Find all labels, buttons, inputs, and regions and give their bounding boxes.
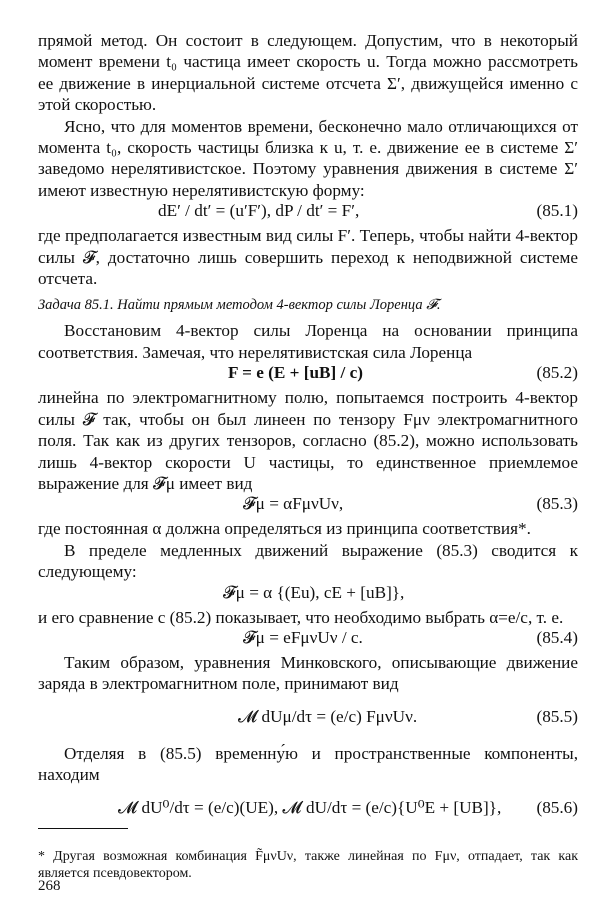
footnote: * Другая возможная комбинация F̃μνUν, также линейная по Fμν, отпадает, так как является псевдовектором. (38, 849, 578, 881)
equation-85-2-number: (85.2) (536, 363, 578, 383)
equation-85-3 (38, 494, 578, 518)
equation-85-5-number: (85.5) (536, 706, 578, 726)
equation-85-6 (38, 786, 578, 834)
paragraph-1: прямой метод. Он состоит в следующем. Допустим, что в некоторый момент времени t₀ частица имеет скорость u. Тогда можно рассмотреть ее движение в инерциальной системе отсчета Σ′, движущейся именно с этой скоростью. (38, 31, 578, 115)
paragraph-4: Восстановим 4-вектор силы Лоренца на основании принципа соответствия. Замечая, что нерелятивистская сила Лоренца (38, 321, 578, 362)
equation-85-4-body: 𝓕μ = eFμνUν / c. (243, 627, 363, 647)
equation-85-3-limit-body: 𝓕μ = α {(Eu), cE + [uB]}, (223, 582, 405, 602)
paragraph-6: где постоянная α должна определяться из принципа соответствия*. (38, 519, 531, 539)
paragraph-8: и его сравнение с (85.2) показывает, что необходимо выбрать α=e/c, т. е. (38, 607, 564, 627)
paragraph-10: Отделяя в (85.5) временну́ю и пространственные компоненты, находим (38, 743, 578, 785)
page-number: 268 (38, 878, 61, 894)
equation-85-1 (38, 201, 578, 225)
paragraph-5: линейна по электромагнитному полю, попытаемся построить 4-вектор силы 𝓕 так, чтобы он был линеен по тензору Fμν электромагнитного поля. Так как из других тензоров, согласно (85.2), можно использовать лишь 4-вектор скорости U частицы, то единственное приемлемое выражение для 𝓕μ имеет вид (38, 388, 578, 493)
footnote-rule (38, 828, 128, 829)
equation-85-3-number: (85.3) (536, 494, 578, 514)
equation-85-5 (38, 695, 578, 743)
equation-85-4 (38, 628, 578, 652)
equation-85-6-number: (85.6) (536, 797, 578, 817)
equation-85-1-number: (85.1) (536, 201, 578, 221)
task-85-1: Задача 85.1. Найти прямым методом 4-вектор силы Лоренца 𝓕. (38, 297, 441, 314)
paragraph-3: где предполагается известным вид силы F′. Теперь, чтобы найти 4-вектор силы 𝓕, достаточно лишь совершить переход к неподвижной системе отсчета. (38, 226, 578, 289)
equation-85-6-body: 𝓜 dU⁰/dτ = (e/c)(UE), 𝓜 dU/dτ = (e/c){U⁰E + [UB]}, (118, 797, 502, 817)
paragraph-7: В пределе медленных движений выражение (85.3) сводится к следующему: (38, 540, 578, 582)
equation-85-3-body: 𝓕μ = αFμνUν, (243, 494, 344, 514)
equation-85-2 (38, 363, 578, 387)
equation-85-1-body: dE′ / dt′ = (u′F′), dP / dt′ = F′, (158, 201, 360, 221)
equation-85-4-number: (85.4) (536, 627, 578, 647)
paragraph-9: Таким образом, уравнения Минковского, описывающие движение заряда в электромагнитном поле, принимают вид (38, 652, 578, 694)
book-page (38, 30, 578, 894)
equation-85-2-body: F = e (E + [uB] / c) (228, 363, 363, 383)
equation-85-3-limit (38, 583, 578, 607)
paragraph-2: Ясно, что для моментов времени, бесконечно мало отличающихся от момента t₀, скорость частицы близка к u, т. е. движение ее в системе Σ′ заведомо нерелятивистское. Поэтому уравнения движения в системе Σ′ имеют известную нерелятивистскую форму: (38, 116, 578, 200)
equation-85-5-body: 𝓜 dUμ/dτ = (e/c) FμνUν. (238, 706, 418, 726)
